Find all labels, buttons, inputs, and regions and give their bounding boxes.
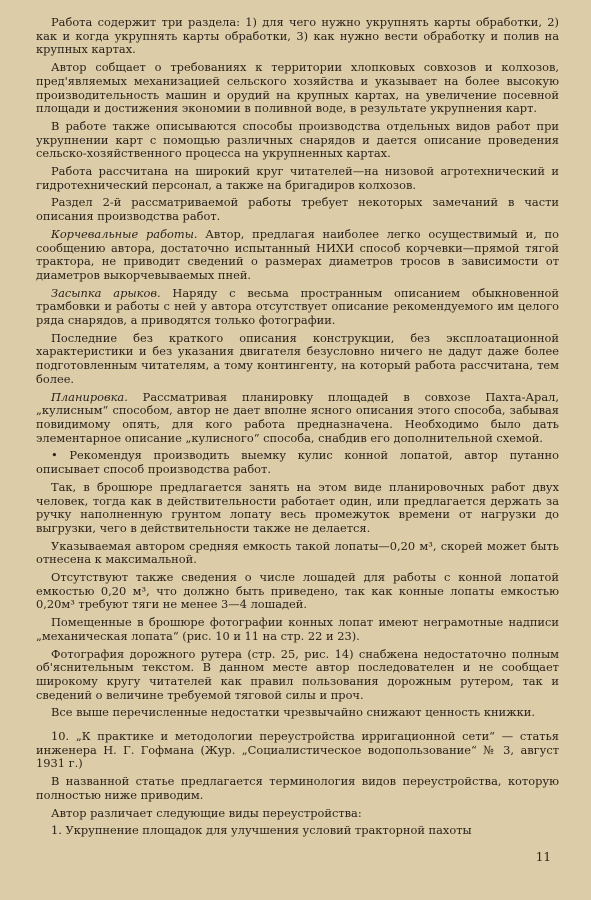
paragraph-9: Планировка. Рассматривая планировку площадей в совхозе Пахта-Арал, „кулисным“ способом, автор не дает вполне ясного описания этого способа, забывая повидимому опять, для кого работа предназначена. Необходимо было дать элементарное описание „кулисного“ способа, снабдив его дополнительной схемой.	[36, 389, 559, 445]
paragraph-16: Все выше перечисленные недостатки чрезвычайно снижают ценность книжки.	[51, 705, 535, 720]
section-lead-zasypka: Засыпка арыков.	[51, 285, 161, 300]
paragraph-12: Указываемая автором средняя емкость такой лопаты—0,20 м³, скорей может быть отнесена к максимальной.	[36, 538, 559, 567]
paragraph-11: Так, в брошюре предлагается занять на этом виде планировочных работ двух человек, тогда как в действительности работает один, или предлагается держать за ручку наполненную грунтом лопату весь промежуток времени от нагрузки до выгрузки, чего в действительности также не делается.	[36, 479, 559, 535]
paragraph-18: В названной статье предлагается терминология видов переустройства, которую полностью ниже приводим.	[36, 774, 559, 802]
page-number: 11	[535, 850, 551, 864]
paragraph-13: Отсутствуют также сведения о числе лошадей для работы с конной лопатой емкостью 0,20 м³, что должно быть приведено, так как конные лопаты емкостью 0,20м³ требуют тяги не менее 3—4 лошадей.	[36, 570, 559, 612]
paragraph-4: Работа рассчитана на широкий круг читателей—на низовой агротехнический и гидротехнический персонал, а также на бригадиров колхозов.	[36, 164, 559, 192]
paragraph-20: 1. Укрупнение площадок для улучшения условий тракторной пахоты	[51, 823, 472, 838]
section-lead-planirovka: Планировка.	[51, 389, 128, 404]
paragraph-8: Последние без краткого описания конструкции, без эксплоатационной характеристики и без указания двигателя безусловно ничего не дадут даже более подготовленным читателям, а тому контингенту, на который работа рассчитана, тем более.	[36, 330, 559, 386]
paragraph-19: Автор различает следующие виды переустройства:	[51, 805, 362, 820]
paragraph-5: Раздел 2-й рассматриваемой работы требует некоторых замечаний в части описания производства работ.	[36, 195, 559, 224]
paragraph-10: • Рекомендуя производить выемку кулис конной лопатой, автор путанно описывает способ производства работ.	[36, 448, 559, 477]
paragraph-17: 10. „К практике и методологии переустройства ирригационной сети“ — статья инженера Н. Г. Гофмана (Жур. „Социалистическое водопользование“ № 3, август 1931 г.)	[36, 729, 559, 771]
paragraph-3: В работе также описываются способы производства отдельных видов работ при укрупнении карт с помощью различных снарядов и дается описание проведения сельско-хозяйственного процесса на укрупненных картах.	[36, 118, 559, 161]
paragraph-7: Засыпка арыков. Наряду с весьма пространным описанием обыкновенной трамбовки и работы с ней у автора отсутствует описание рекомендуемого им целого ряда снарядов, а приводятся только фотографии.	[36, 285, 559, 328]
paragraph-2: Автор собщает о требованиях к территории хлопковых совхозов и колхозов, пред'являемых механизацией сельского хозяйства и указывает на более высокую производительность машин и орудий на крупных картах, на увеличение посевной площади и достижения экономии в поливной воде, в результате укрупнения карт.	[36, 60, 559, 116]
paragraph-14: Помещенные в брошюре фотографии конных лопат имеют неграмотные надписи „механическая лопата“ (рис. 10 и 11 на стр. 22 и 23).	[36, 615, 559, 643]
paragraph-6: Корчевальные работы. Автор, предлагая наиболее легко осуществимый и, по сообщению автора, достаточно испытанный НИХИ способ корчевки—прямой тягой трактора, не приводит сведений о размерах диаметров тросов в зависимости от диаметров выкорчевываемых пней.	[36, 226, 560, 282]
paragraph-15: Фотография дорожного рутера (стр. 25, рис. 14) снабжена недостаточно полным об'яснительным текстом. В данном месте автор последователен и не сообщает широкому кругу читателей как правил пользования дорожным рутером, так и сведений о величине требуемой тяговой силы и проч.	[36, 646, 559, 702]
section-lead-korchevka: Корчевальные работы.	[51, 226, 198, 241]
paragraph-1: Работа содержит три раздела: 1) для чего нужно укрупнять карты обработки, 2) как и когда укрупнять карты обработки, 3) как нужно вести обработку и полив на крупных картах.	[36, 15, 559, 57]
